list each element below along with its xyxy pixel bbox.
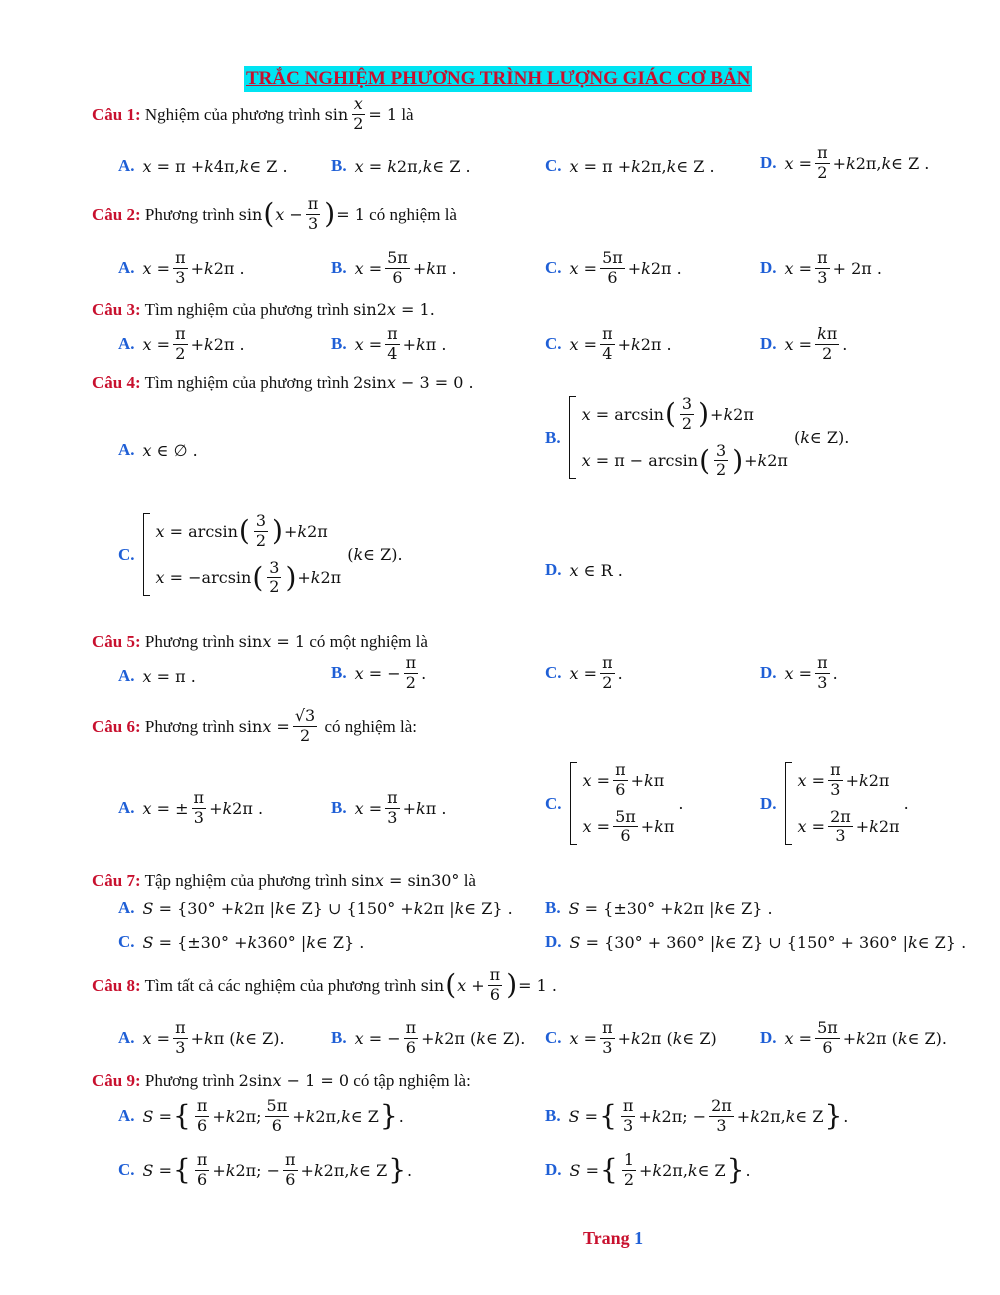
q2-option-a[interactable]: A. x = $\frac{\pi}{3}$ + k 2π . xyxy=(118,248,245,287)
q7-option-c[interactable]: C. S = {±30° + k 360° | k ∈ Z} . xyxy=(118,932,365,952)
q3-option-d[interactable]: D. x = $\frac{k\pi}{2}$ . xyxy=(760,324,848,363)
q5-option-d[interactable]: D. x = $\frac{\pi}{3}$ . xyxy=(760,653,838,692)
question-label: Câu 7: xyxy=(92,871,141,890)
q3-option-a[interactable]: A. x = $\frac{\pi}{2}$ + k 2π . xyxy=(118,324,245,363)
q6-option-d[interactable]: D. x = $\frac{\pi}{3}$ + k 2π x = $\frac{2\pi}{3}$ + k 2π . xyxy=(760,760,909,846)
question-label: Câu 4: xyxy=(92,373,141,392)
page-number: 1 xyxy=(634,1228,644,1248)
question-text: Tìm tất cả các nghiệm của phương trình xyxy=(144,975,417,995)
q1-option-c[interactable]: C. x = π + k 2π, k ∈ Z . xyxy=(545,156,715,176)
question-text: Nghiệm của phương trình xyxy=(144,104,321,124)
question-text: Phương trình xyxy=(144,1071,235,1090)
q7-option-d[interactable]: D. S = {30° + 360° | k ∈ Z} ∪ {150° + 360° | k ∈ Z} . xyxy=(545,932,967,952)
q2-option-b[interactable]: B. x = $\frac{5\pi}{6}$ + k π . xyxy=(331,248,457,287)
question-label: Câu 9: xyxy=(92,1071,141,1090)
q6-option-b[interactable]: B. x = $\frac{\pi}{3}$ + k π . xyxy=(331,788,447,827)
page-footer xyxy=(583,1228,643,1249)
question-2: Câu 2: Phương trình sin ( x − $\frac{\pi}{3}$ ) = 1 có nghiệm là xyxy=(92,194,457,233)
q9-option-a[interactable]: A. S = { $\frac{\pi}{6}$ + k 2π; $\frac{5\pi}{6}$ + k 2π, k ∈ Z } . xyxy=(118,1096,404,1135)
question-4: Câu 4: Tìm nghiệm của phương trình 2sin x − 3 = 0 . xyxy=(92,373,474,392)
q1-option-a[interactable]: A. x = π + k 4π, k ∈ Z . xyxy=(118,156,288,176)
q1-option-b[interactable]: B. x = k 2π, k ∈ Z . xyxy=(331,156,471,176)
q5-option-b[interactable]: B. x = − $\frac{\pi}{2}$ . xyxy=(331,653,427,692)
q9-option-b[interactable]: B. S = { $\frac{\pi}{3}$ + k 2π; − $\frac{2\pi}{3}$ + k 2π, k ∈ Z } . xyxy=(545,1096,849,1135)
question-suffix: có nghiệm là: xyxy=(324,716,417,736)
q7-option-a[interactable]: A. S = {30° + k 2π | k ∈ Z} ∪ {150° + k 2π | k ∈ Z} . xyxy=(118,898,513,918)
question-1: Câu 1: Nghiệm của phương trình sin $\frac{x}{2}$ = 1 là xyxy=(92,94,414,133)
q2-option-c[interactable]: C. x = $\frac{5\pi}{6}$ + k 2π . xyxy=(545,248,682,287)
q8-option-c[interactable]: C. x = $\frac{\pi}{3}$ + k 2π ( k ∈ Z) xyxy=(545,1018,717,1057)
question-label: Câu 1: xyxy=(92,104,141,124)
q3-option-b[interactable]: B. x = $\frac{\pi}{4}$ + k π . xyxy=(331,324,447,363)
question-label: Câu 5: xyxy=(92,632,141,651)
q5-option-a[interactable]: A. x = π . xyxy=(118,666,196,686)
q4-option-a[interactable]: A. x ∈ ∅ . xyxy=(118,440,198,460)
q6-option-c[interactable]: C. x = $\frac{\pi}{6}$ + k π x = $\frac{5\pi}{6}$ + k π . xyxy=(545,760,684,846)
question-text: Tìm nghiệm của phương trình xyxy=(144,373,349,392)
question-suffix: là xyxy=(401,104,414,124)
question-6: Câu 6: Phương trình sin x = $\frac{√3}{2}$ có nghiệm là: xyxy=(92,706,417,745)
q5-option-c[interactable]: C. x = $\frac{\pi}{2}$ . xyxy=(545,653,623,692)
page-title: TRẮC NGHIỆM PHƯƠNG TRÌNH LƯỢNG GIÁC CƠ BẢN xyxy=(244,66,752,92)
question-suffix: có tập nghiệm là: xyxy=(353,1071,471,1090)
q2-option-d[interactable]: D. x = $\frac{\pi}{3}$ + 2π . xyxy=(760,248,882,287)
question-7: Câu 7: Tập nghiệm của phương trình sin x = sin30° là xyxy=(92,871,476,890)
question-label: Câu 3: xyxy=(92,300,141,319)
q8-option-b[interactable]: B. x = − $\frac{\pi}{6}$ + k 2π ( k ∈ Z). xyxy=(331,1018,526,1057)
q4-option-d[interactable]: D. x ∈ R . xyxy=(545,560,623,580)
question-text: Phương trình xyxy=(144,204,235,224)
q9-option-c[interactable]: C. S = { $\frac{\pi}{6}$ + k 2π; − $\frac{\pi}{6}$ + k 2π, k ∈ Z } . xyxy=(118,1150,413,1189)
question-label: Câu 8: xyxy=(92,975,141,995)
q8-option-d[interactable]: D. x = $\frac{5\pi}{6}$ + k 2π ( k ∈ Z). xyxy=(760,1018,947,1057)
question-suffix: có một nghiệm là xyxy=(309,632,428,651)
question-9: Câu 9: Phương trình 2sin x − 1 = 0 có tập nghiệm là: xyxy=(92,1071,471,1090)
page-label: Trang xyxy=(583,1228,630,1248)
question-label: Câu 2: xyxy=(92,204,141,224)
question-text: Phương trình xyxy=(144,632,235,651)
q4-option-b[interactable]: B. x = arcsin ( $\frac{3}{2}$ ) + k 2π x = π − arcsin ( $\frac{3}{2}$ ) + k 2π ( k ∈ Z). xyxy=(545,394,850,480)
q1-option-d[interactable]: D. x = $\frac{\pi}{2}$ + k 2π, k ∈ Z . xyxy=(760,143,930,182)
question-label: Câu 6: xyxy=(92,716,141,736)
question-text: Phương trình xyxy=(144,716,235,736)
question-8: Câu 8: Tìm tất cả các nghiệm của phương trình sin ( x + $\frac{\pi}{6}$ ) = 1 . xyxy=(92,965,557,1004)
q7-option-b[interactable]: B. S = {±30° + k 2π | k ∈ Z} . xyxy=(545,898,773,918)
question-text: Tập nghiệm của phương trình xyxy=(144,871,347,890)
question-3: Câu 3: Tìm nghiệm của phương trình sin2 x = 1. xyxy=(92,300,435,319)
q8-option-a[interactable]: A. x = $\frac{\pi}{3}$ + k π ( k ∈ Z). xyxy=(118,1018,285,1057)
question-suffix: là xyxy=(463,871,476,890)
question-suffix: có nghiệm là xyxy=(369,204,457,224)
q6-option-a[interactable]: A. x = ± $\frac{\pi}{3}$ + k 2π . xyxy=(118,788,264,827)
question-text: Tìm nghiệm của phương trình xyxy=(144,300,349,319)
q4-option-c[interactable]: C. x = arcsin ( $\frac{3}{2}$ ) + k 2π x = −arcsin ( $\frac{3}{2}$ ) + k 2π ( k ∈ Z). xyxy=(118,511,403,597)
q9-option-d[interactable]: D. S = { $\frac{1}{2}$ + k 2π, k ∈ Z } . xyxy=(545,1150,751,1189)
q3-option-c[interactable]: C. x = $\frac{\pi}{4}$ + k 2π . xyxy=(545,324,672,363)
question-5: Câu 5: Phương trình sin x = 1 có một nghiệm là xyxy=(92,632,428,651)
